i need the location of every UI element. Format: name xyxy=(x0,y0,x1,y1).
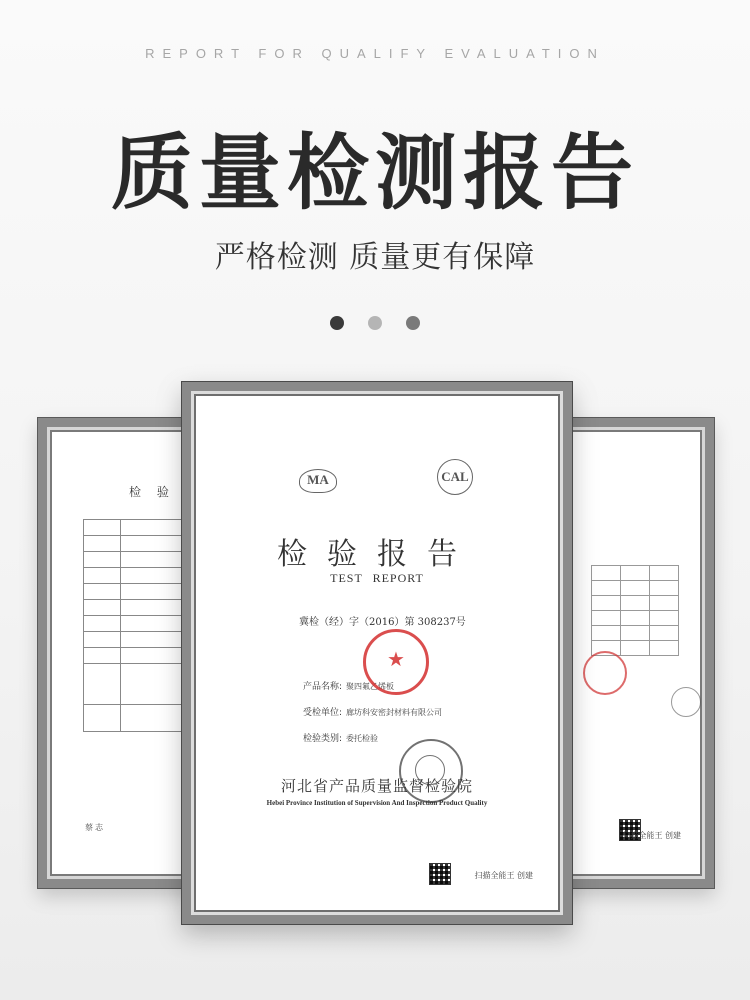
page-subtitle: 严格检测 质量更有保障 xyxy=(214,240,536,275)
field-value: 聚四氟乙烯板 xyxy=(346,682,395,691)
certificate-title-cn: 检验报告 xyxy=(277,537,477,572)
red-seal-stamp xyxy=(363,629,429,695)
field-label: 检验类别: xyxy=(303,734,343,744)
page-title: 质量检测报告 xyxy=(110,126,639,221)
main-doc-footer: 扫描全能王 创建 xyxy=(474,871,533,880)
cal-logo-icon: CAL xyxy=(437,459,473,495)
left-certificate-frame xyxy=(38,418,198,888)
main-doc-qr-icon xyxy=(429,863,451,885)
field-label: 产品名称: xyxy=(303,682,343,692)
certificate-field-unit xyxy=(303,705,442,718)
right-doc-grey-stamp xyxy=(671,687,701,717)
cma-logo-icon: MA xyxy=(299,469,337,493)
main-certificate-document xyxy=(203,403,551,903)
field-value: 委托检验 xyxy=(346,734,379,743)
left-doc-title: 检 验 xyxy=(129,485,175,499)
certificate-org-en: Hebei Province Institution of Supervision And Inspection Product Quality xyxy=(266,799,488,807)
carousel-dot-2[interactable] xyxy=(368,316,382,330)
right-doc-table xyxy=(591,565,679,656)
field-label: 受检单位: xyxy=(303,708,343,718)
left-certificate-document xyxy=(59,439,177,867)
certificate-report-number: 冀检（经）字（2016）第 308237号 xyxy=(299,617,466,628)
right-doc-footer: 扫描全能王 创建 xyxy=(622,831,681,840)
left-doc-signature: 蔡 志 xyxy=(85,823,103,832)
eyebrow-text: REPORT FOR QUALIFY EVALUATION xyxy=(145,46,605,61)
right-certificate-frame xyxy=(558,418,714,888)
right-certificate-document xyxy=(579,439,693,867)
right-doc-red-stamp xyxy=(583,651,627,695)
main-certificate-frame xyxy=(182,382,572,924)
field-value: 廊坊科安密封材料有限公司 xyxy=(346,708,443,717)
certificate-org-cn: 河北省产品质量监督检验院 xyxy=(280,777,473,795)
carousel-dot-3[interactable] xyxy=(406,316,420,330)
certificate-field-type xyxy=(303,731,378,744)
certificate-title-en: TEST REPORT xyxy=(330,571,424,585)
carousel-dots xyxy=(0,316,750,330)
carousel-dot-1[interactable] xyxy=(330,316,344,330)
